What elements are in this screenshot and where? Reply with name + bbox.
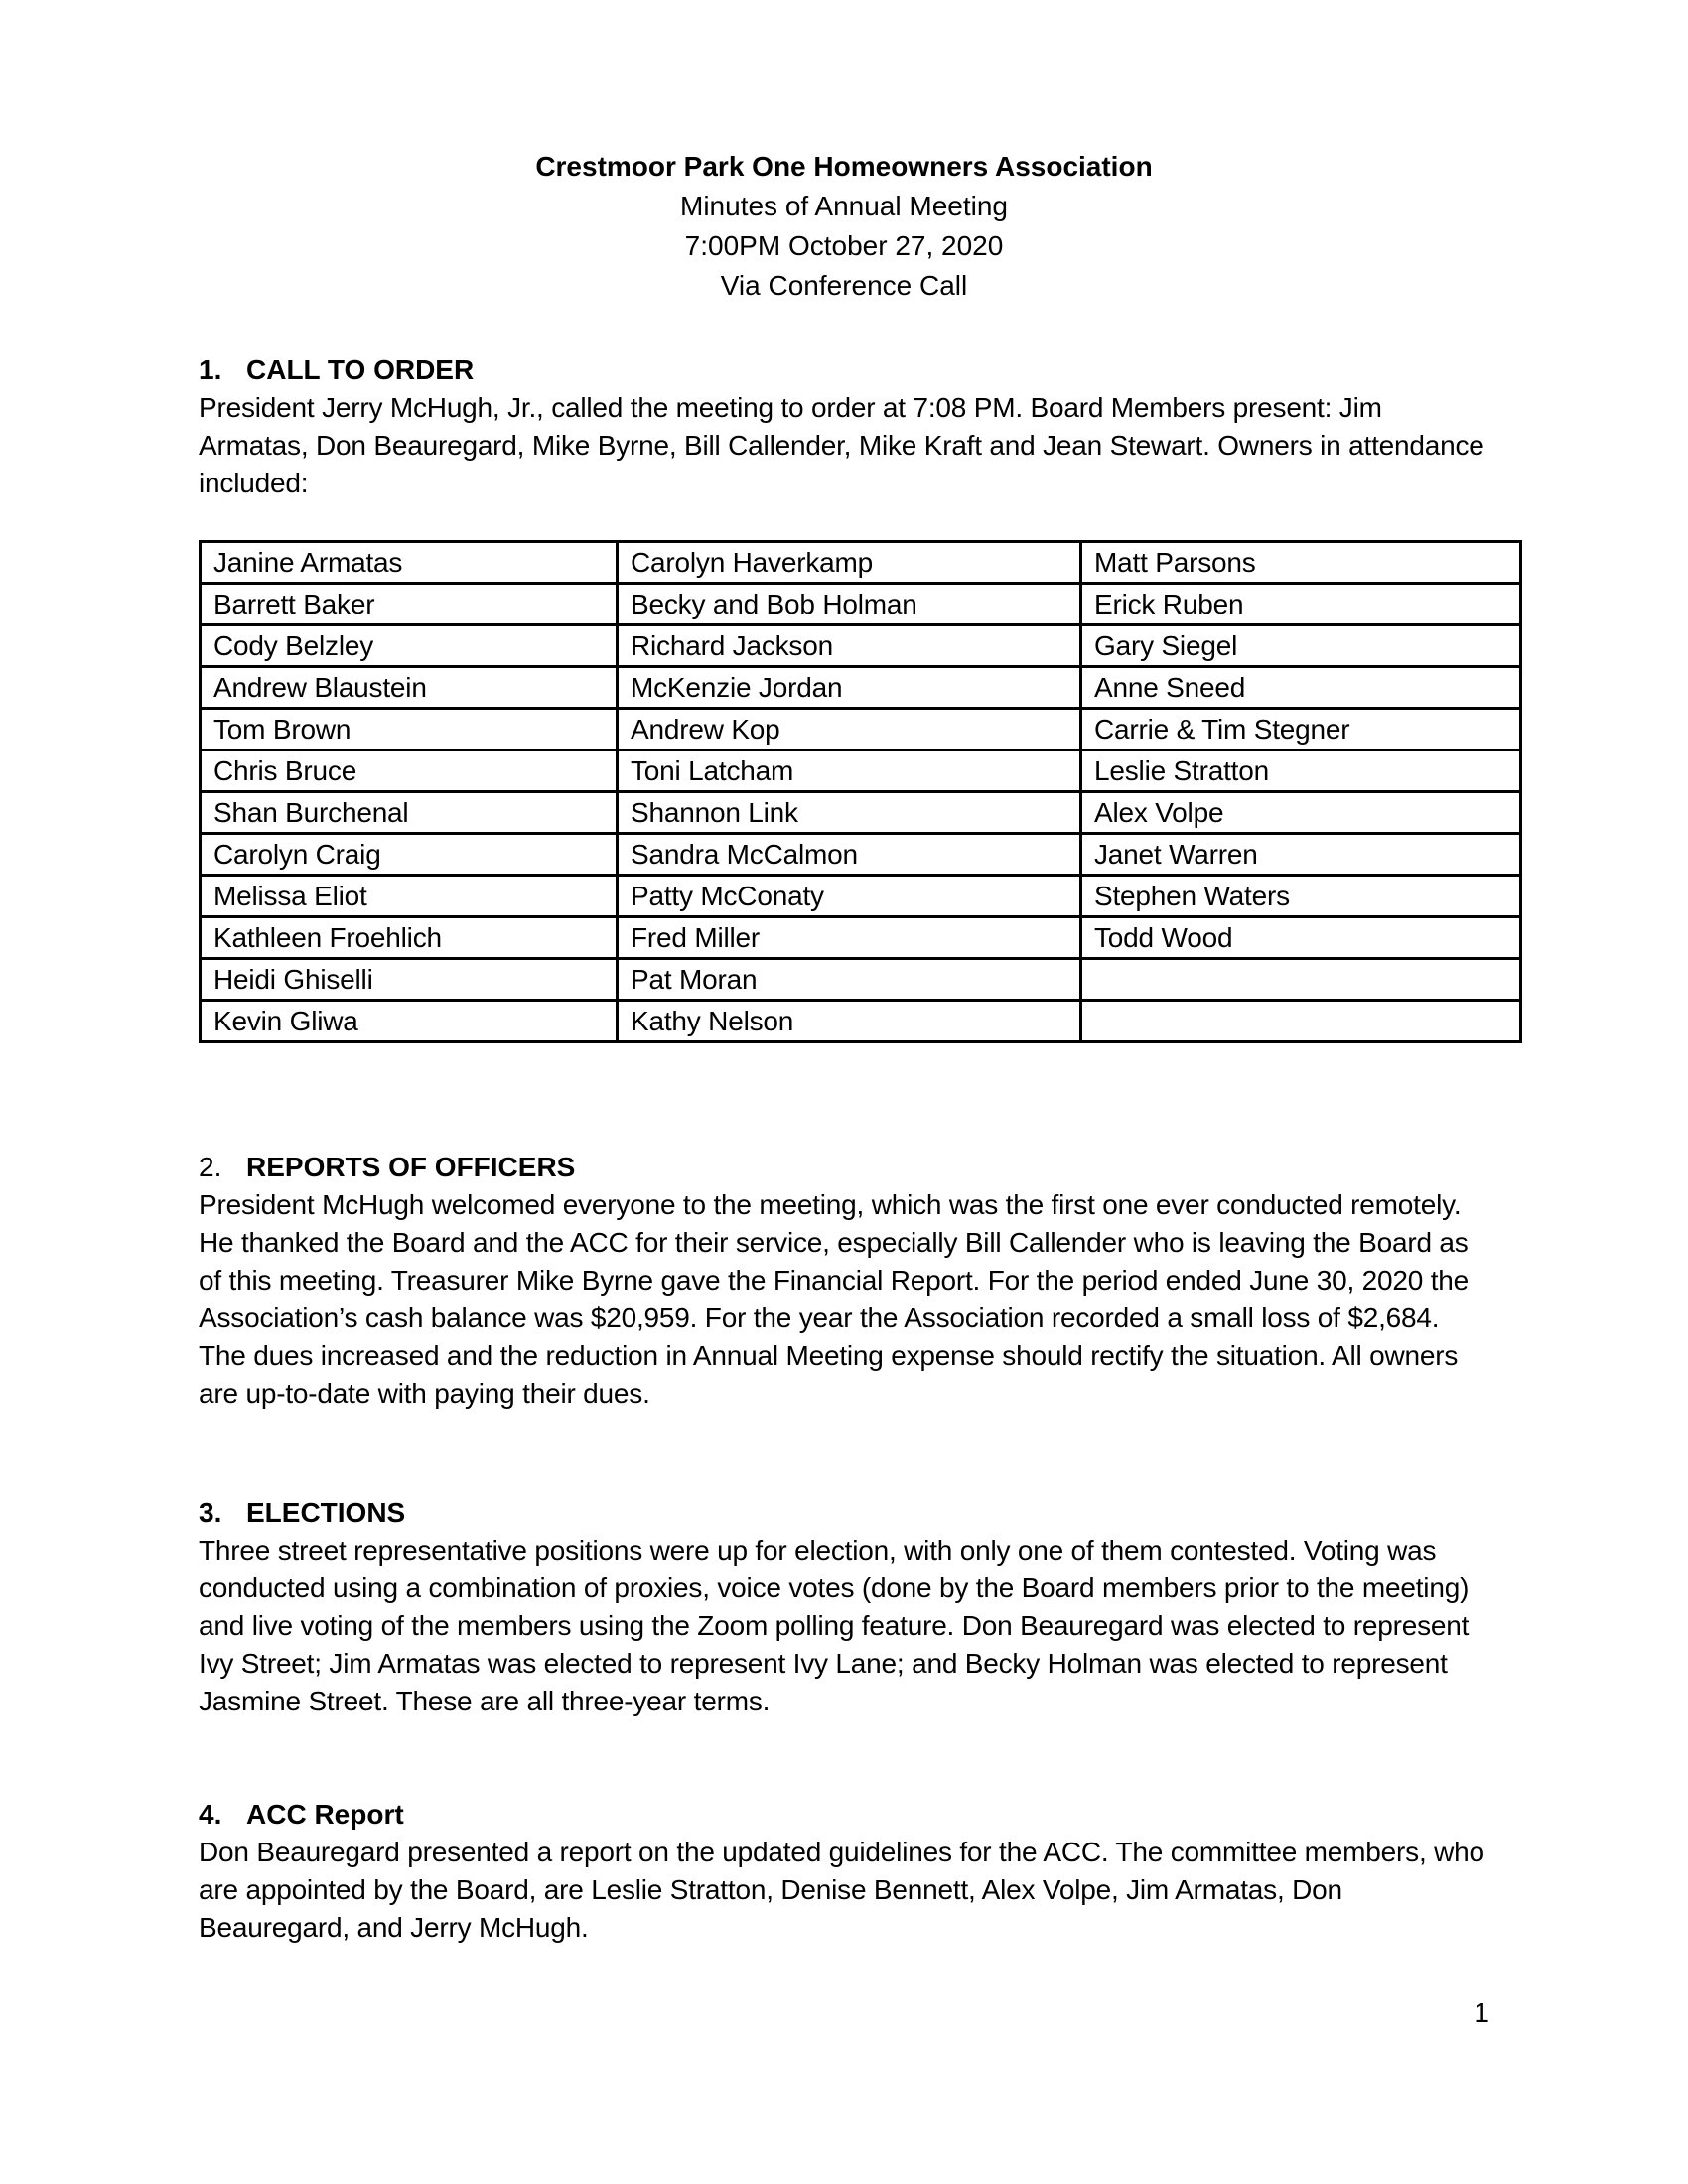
table-row [201,667,1521,709]
table-row [201,834,1521,876]
table-cell: Chris Bruce [201,751,618,792]
table-row [201,1001,1521,1042]
table-cell: McKenzie Jordan [618,667,1081,709]
table-cell: Alex Volpe [1081,792,1521,834]
section-number: 1. [199,354,222,385]
section-title: REPORTS OF OFFICERS [246,1152,576,1182]
table-cell: Stephen Waters [1081,876,1521,917]
table-cell: Richard Jackson [618,625,1081,667]
table-cell: Janet Warren [1081,834,1521,876]
title-line-datetime: 7:00PM October 27, 2020 [684,230,1004,261]
table-cell: Janine Armatas [201,542,618,584]
table-cell: Carolyn Haverkamp [618,542,1081,584]
section-elections [199,1494,1489,1720]
table-cell: Becky and Bob Holman [618,584,1081,625]
table-cell: Patty McConaty [618,876,1081,917]
table-row [201,792,1521,834]
table-row [201,876,1521,917]
section-title: ELECTIONS [246,1497,406,1528]
table-cell: Andrew Kop [618,709,1081,751]
section-paragraph: President McHugh welcomed everyone to the meeting, which was the first one ever conducted remotely. He thanked the Board and the ACC for their service, especially Bill Callender who is leaving the Board as of this meeting. Treasurer Mike Byrne gave the Financial Report. For the period ended June 30, 2020 the Association’s cash balance was $20,959. For the year the Association recorded a small loss of $2,684. The dues increased and the reduction in Annual Meeting expense should rectify the situation. All owners are up-to-date with paying their dues. [199,1189,1470,1409]
table-cell: Kathy Nelson [618,1001,1081,1042]
section-number: 3. [199,1497,222,1528]
table-cell: Kevin Gliwa [201,1001,618,1042]
section-acc-report [199,1796,1489,1947]
table-cell: Toni Latcham [618,751,1081,792]
section-paragraph: Don Beauregard presented a report on the updated guidelines for the ACC. The committee members, who are appointed by the Board, are Leslie Stratton, Denise Bennett, Alex Volpe, Jim Armatas, Don Beauregard, and Jerry McHugh. [199,1837,1484,1943]
section-number: 4. [199,1799,222,1830]
section-title: ACC Report [246,1799,404,1830]
table-cell: Carolyn Craig [201,834,618,876]
title-line-association: Crestmoor Park One Homeowners Association [535,151,1153,182]
table-cell: Carrie & Tim Stegner [1081,709,1521,751]
table-cell: Fred Miller [618,917,1081,959]
document-title [199,147,1489,306]
table-cell: Cody Belzley [201,625,618,667]
table-cell: Shan Burchenal [201,792,618,834]
table-cell [1081,1001,1521,1042]
section-paragraph: President Jerry McHugh, Jr., called the meeting to order at 7:08 PM. Board Members present: Jim Armatas, Don Beauregard, Mike Byrne, Bill Callender, Mike Kraft and Jean Stewart. Owners in attendance included: [199,392,1484,498]
section-reports-of-officers [199,1149,1489,1413]
table-row [201,959,1521,1001]
section-call-to-order [199,351,1489,502]
table-cell: Pat Moran [618,959,1081,1001]
section-heading [199,1796,1489,1834]
section-title: CALL TO ORDER [246,354,475,385]
title-line-venue: Via Conference Call [720,270,968,301]
table-cell: Andrew Blaustein [201,667,618,709]
title-line-minutes: Minutes of Annual Meeting [680,191,1008,221]
table-row [201,917,1521,959]
table-row [201,584,1521,625]
section-paragraph: Three street representative positions were up for election, with only one of them contested. Voting was conducted using a combination of proxies, voice votes (done by the Board members prior to the meeting) and live voting of the members using the Zoom polling feature. Don Beauregard was elected to represent Ivy Street; Jim Armatas was elected to represent Ivy Lane; and Becky Holman was elected to represent Jasmine Street. These are all three-year terms. [199,1535,1470,1716]
table-cell: Tom Brown [201,709,618,751]
table-cell: Heidi Ghiselli [201,959,618,1001]
table-cell: Sandra McCalmon [618,834,1081,876]
table-cell: Todd Wood [1081,917,1521,959]
table-cell: Erick Ruben [1081,584,1521,625]
table-cell: Matt Parsons [1081,542,1521,584]
table-row [201,625,1521,667]
table-cell: Leslie Stratton [1081,751,1521,792]
table-cell: Kathleen Froehlich [201,917,618,959]
table-cell: Melissa Eliot [201,876,618,917]
page-number: 1 [1474,1997,1489,2028]
attendees-table [199,540,1522,1043]
section-heading [199,351,1489,389]
table-row [201,709,1521,751]
table-row [201,751,1521,792]
table-cell: Shannon Link [618,792,1081,834]
table-cell: Anne Sneed [1081,667,1521,709]
table-cell: Gary Siegel [1081,625,1521,667]
table-cell [1081,959,1521,1001]
section-heading [199,1149,1489,1186]
table-cell: Barrett Baker [201,584,618,625]
section-heading [199,1494,1489,1532]
document-content [199,147,1489,1947]
section-number: 2. [199,1152,222,1182]
table-row [201,542,1521,584]
